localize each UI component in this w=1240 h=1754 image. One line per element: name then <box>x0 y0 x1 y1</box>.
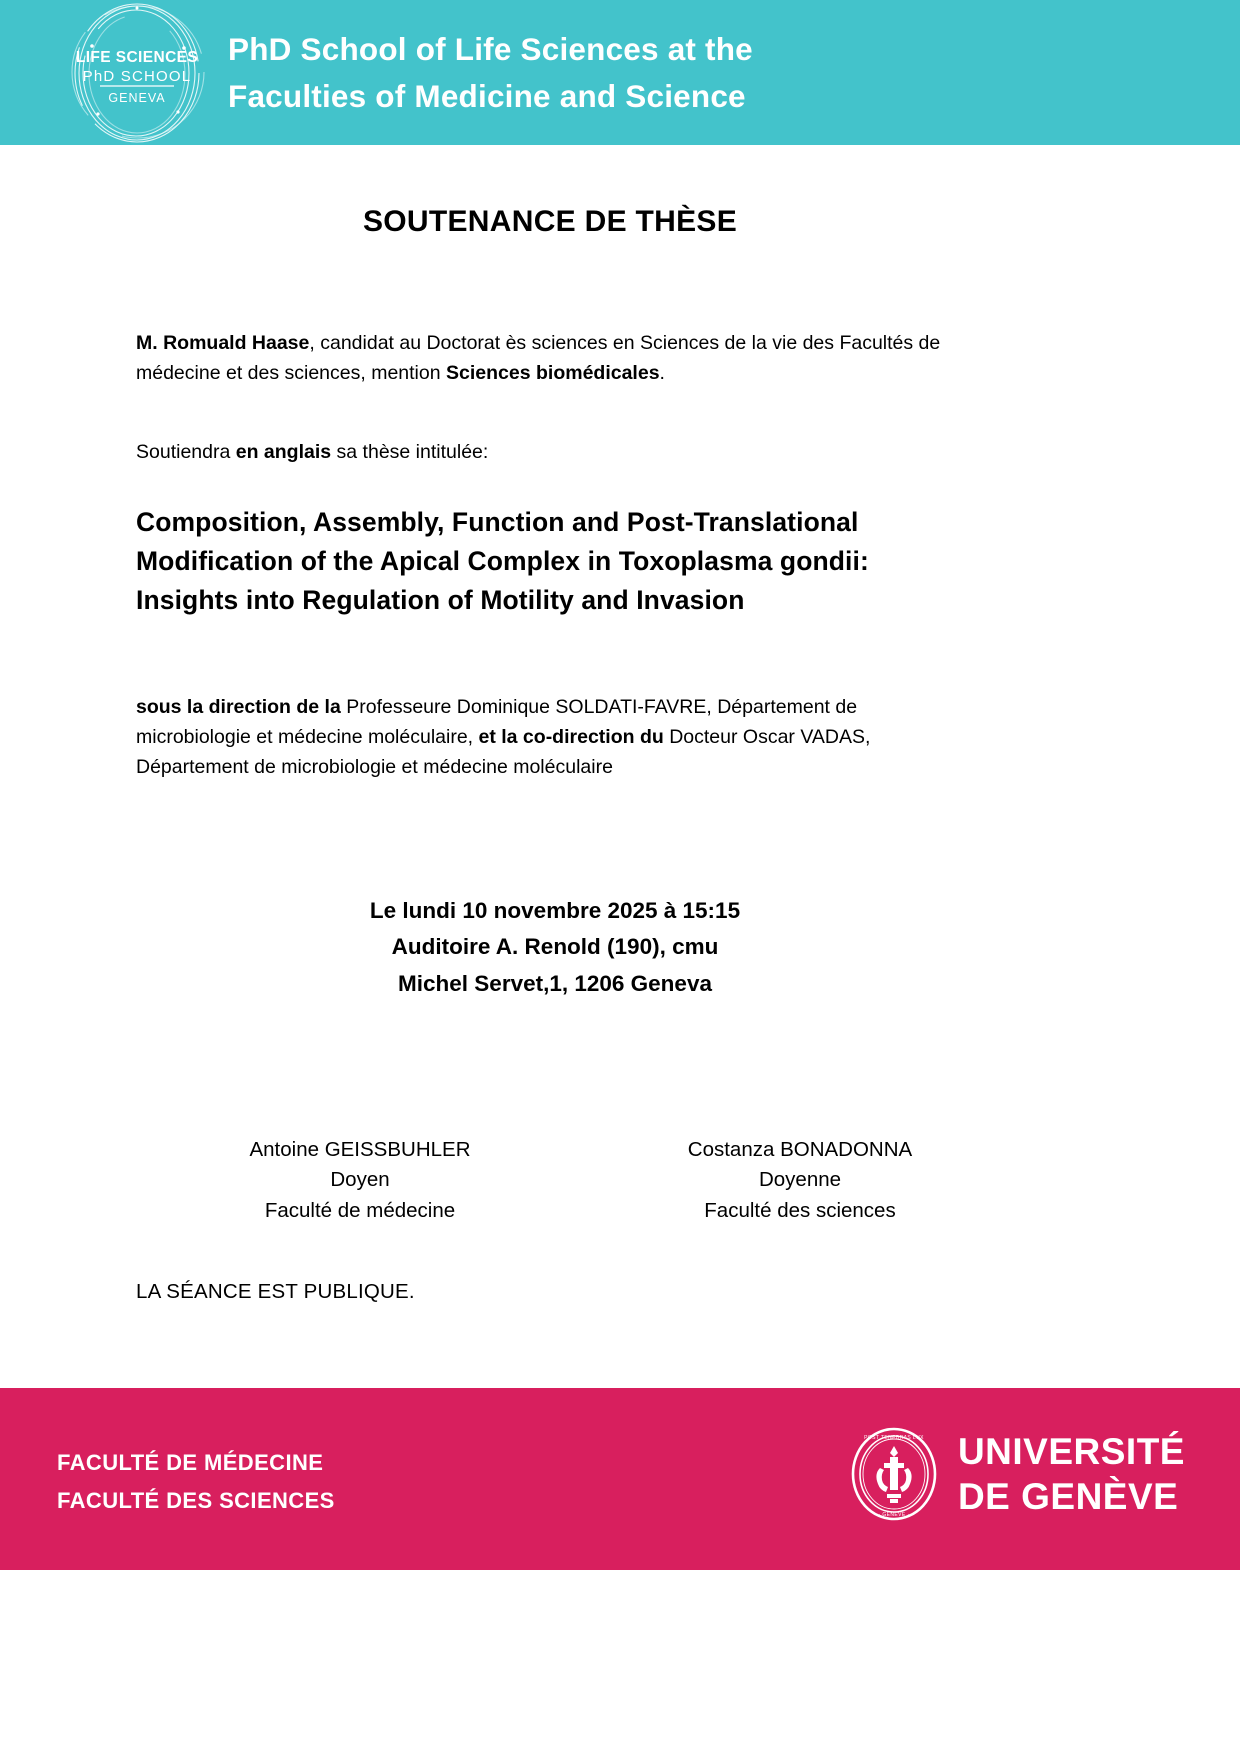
signatory-faculty: Faculté de médecine <box>264 1198 456 1222</box>
signatory-role: Doyen <box>330 1168 390 1192</box>
supervision-codirector-label: et la co-direction du <box>478 725 664 748</box>
footer-faculty-medicine: FACULTÉ DE MÉDECINE <box>57 1450 324 1475</box>
life-sciences-phd-school-logo <box>62 2 212 144</box>
public-notice: LA SÉANCE EST PUBLIQUE. <box>136 1280 415 1303</box>
header-title <box>228 26 1088 119</box>
candidate-name: M. Romuald Haase <box>136 331 310 354</box>
page-header <box>0 0 1240 145</box>
logo-line3: GENEVA <box>108 91 166 105</box>
supervision-paragraph <box>136 692 926 782</box>
event-venue: Auditoire A. Renold (190), cmu <box>391 934 719 960</box>
thesis-title-line3: Insights into Regulation of Motility and Invasion <box>136 585 745 616</box>
footer-faculty-sciences: FACULTÉ DES SCIENCES <box>57 1487 335 1513</box>
event-date-time: Le lundi 10 novembre 2025 à 15:15 <box>369 898 741 923</box>
signature-medicine <box>140 1135 580 1226</box>
unige-wordmark <box>958 1429 1185 1519</box>
unige-wordmark-line1: UNIVERSITÉ <box>957 1430 1185 1472</box>
unige-wordmark-line2: DE GENÈVE <box>957 1476 1179 1517</box>
page-title: SOUTENANCE DE THÈSE <box>362 205 738 238</box>
language-suffix: sa thèse intitulée: <box>331 440 489 463</box>
logo-line2: PhD SCHOOL <box>82 68 192 85</box>
thesis-title-line1: Composition, Assembly, Function and Post-Translational <box>136 507 859 537</box>
language-paragraph <box>136 437 956 467</box>
thesis-title-line2: Modification of the Apical Complex in Toxoplasma gondii: <box>136 546 869 577</box>
svg-text:· GENEVE ·: · GENEVE · <box>878 1512 910 1518</box>
language-prefix: Soutiendra <box>136 440 236 463</box>
footer-faculties <box>57 1444 335 1520</box>
header-title-line1: PhD School of Life Sciences at the <box>228 31 753 67</box>
unige-brand <box>850 1426 1185 1522</box>
supervision-director-text: Professeure Dominique SOLDATI-FAVRE, Département de microbiologie et médecine moléculaire, <box>136 695 858 748</box>
candidate-mention: Sciences biomédicales <box>446 361 660 384</box>
main-content <box>0 145 1240 1388</box>
unige-seal-icon <box>850 1426 938 1522</box>
signature-science <box>580 1135 1020 1226</box>
signatory-faculty: Faculté des sciences <box>704 1198 896 1222</box>
event-address: Michel Servet,1, 1206 Geneva <box>398 970 712 996</box>
language-emphasis: en anglais <box>235 440 332 463</box>
logo-line1: LIFE SCIENCES <box>75 49 199 66</box>
candidate-description: , candidat au Doctorat ès sciences en Sciences de la vie des Facultés de médecine et des sciences, mention <box>136 331 941 384</box>
signatory-role: Doyenne <box>758 1168 842 1192</box>
candidate-paragraph <box>136 328 956 388</box>
page-bottom-margin <box>0 1570 1240 1754</box>
candidate-period: . <box>659 361 665 384</box>
svg-text:POST TENEBRAS LUX: POST TENEBRAS LUX <box>864 1435 924 1441</box>
supervision-director-label: sous la direction de la <box>136 695 341 718</box>
signature-blocks <box>140 1135 1020 1226</box>
signatory-name: Antoine GEISSBUHLER <box>249 1138 471 1161</box>
header-title-line2: Faculties of Medicine and Science <box>228 77 746 114</box>
signatory-name: Costanza BONADONNA <box>687 1138 913 1161</box>
thesis-title <box>136 503 1016 621</box>
supervision-codirector-text: Docteur Oscar VADAS, Département de microbiologie et médecine moléculaire <box>136 725 871 778</box>
event-details <box>0 893 1110 1002</box>
page-footer <box>0 1388 1240 1570</box>
